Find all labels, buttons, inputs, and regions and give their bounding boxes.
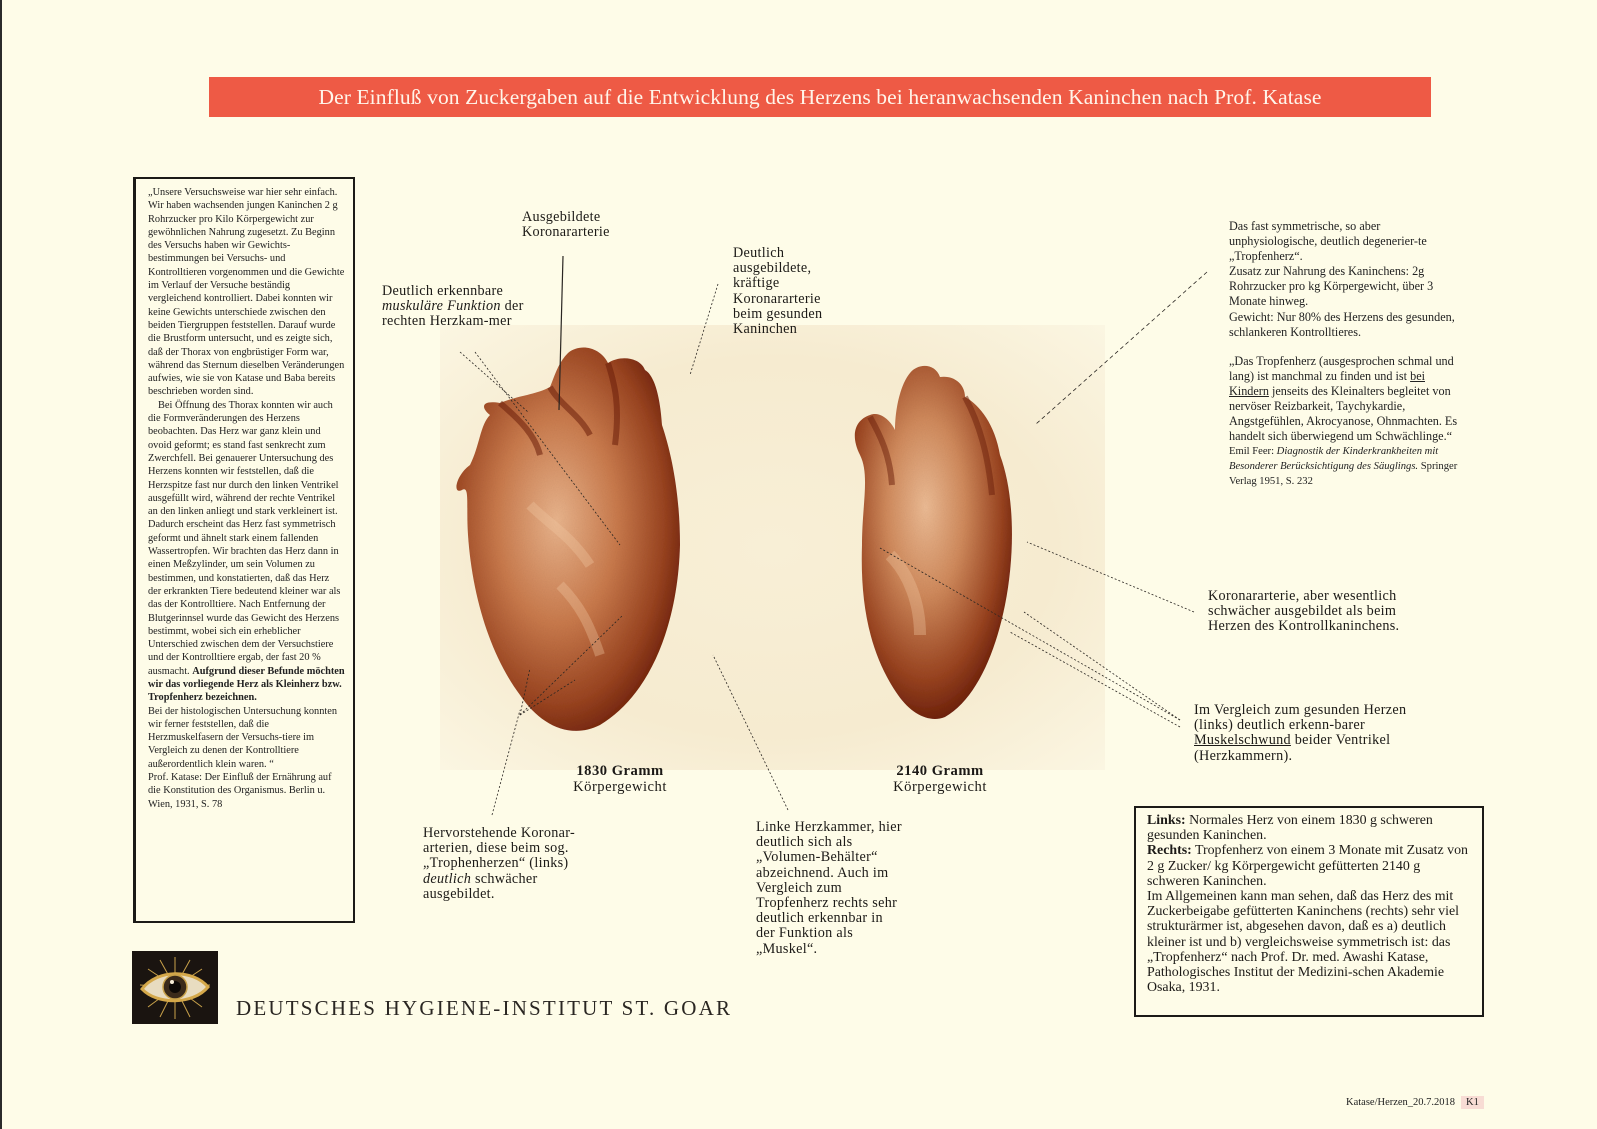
katase-quote-box [133, 177, 355, 923]
annotation-ausgebildete-koronararterie: Ausgebildete Koronararterie [522, 209, 610, 241]
title-text: Der Einfluß von Zuckergaben auf die Entwicklung des Herzens bei heranwachsenden Kaninchen nach Prof. Katase [318, 84, 1322, 109]
annotation-muskulaere-post: der rechten Herzkam-mer [382, 298, 524, 330]
ref-author: Emil Feer: [1229, 446, 1275, 458]
right-heart [855, 366, 1012, 719]
eye-icon [132, 951, 218, 1024]
annotation-muskulaere-italic: muskuläre Funktion [382, 298, 501, 315]
right-heart-weight [880, 763, 1000, 795]
left-weight-value: 1830 Gramm [576, 763, 664, 779]
left-heart [456, 348, 680, 731]
institute-name: DEUTSCHES HYGIENE-INSTITUT ST. GOAR [236, 996, 733, 1020]
annotation-muskelschwund-pre: Im Vergleich zum gesunden Herzen (links) deutlich erkenn-barer [1194, 702, 1407, 734]
annotation-koronararterie-schwaecher: Koronararterie, aber wesentlich schwächer ausgebildet als beim Herzen des Kontrollkaninchens. [1208, 588, 1400, 635]
annotation-muskulaere-funktion [382, 284, 547, 330]
annotation-kraeftige-koronararterie: Deutlich ausgebildete, kräftige Koronararterie beim gesunden Kaninchen [733, 245, 823, 338]
quote-citation: Prof. Katase: Der Einfluß der Ernährung auf die Konstitution des Organismus. Berlin u. Wien, 1931, S. 78 [148, 772, 332, 810]
quote-paragraph-2-text: Bei Öffnung des Thorax konnten wir auch die Formveränderungen des Herzens beobachten. Das Herz war ganz klein und ovoid geformt; es stand fast senkrecht zum Zwerchfell. Bei genauerer Untersuchung des Herzens konnten wir feststellen, daß die Herzspitze fast nur durch den linken Ventrikel ausgefüllt wird, während der rechte Ventrikel an den linken anliegt und stark verkleinert ist. Dadurch erscheint das Herz fast symmetrisch geformt und ähnelt stark einem fallenden Wassertropfen. Wir brachten das Herz dann in einen Meßzylinder, um sein Volumen zu bestimmen, und konstatierten, daß das Herz der erkrankten Tiere bedeutend kleiner war als das der Kontrolltiere. Nach Entfernung der Blutgerinnsel wurde das Gewicht des Herzens bestimmt, wobei sich ein erheblicher Unterschied zwischen dem der Versuchstiere und der Kontrolltiere ergab, der fast 20 % ausmacht. [148, 399, 341, 677]
legend-links-text: Normales Herz von einem 1830 g schweren gesunden Kaninchen. [1147, 813, 1433, 844]
right-weight-value: 2140 Gramm [896, 763, 984, 779]
footer-tag: K1 [1461, 1096, 1484, 1109]
annotation-hervorstehende-pre: Hervorstehende Koronar-arterien, diese beim sog. „Trophenherzen“ (links) [423, 825, 575, 872]
annotation-muskelschwund-post: beider Ventrikel (Herzkammern). [1194, 732, 1391, 764]
ref-publisher: Springer Verlag 1951, S. 232 [1229, 461, 1458, 488]
note-quote-underline: bei Kindern [1229, 368, 1425, 398]
legend-rechts-label: Rechts: [1147, 843, 1192, 859]
right-weight-label: Körpergewicht [893, 779, 987, 795]
page-title [209, 77, 1431, 117]
annotation-hervorstehende-post: schwächer ausgebildet. [423, 870, 538, 902]
left-heart-weight [560, 763, 680, 795]
quote-paragraph-2-bold: Aufgrund dieser Befunde möchten wir das vorliegende Herz als Kleinherz bzw. Tropfenherz bezeichnen. [148, 665, 345, 704]
hearts-photo [440, 325, 1105, 770]
quote-paragraph-2 [148, 399, 345, 705]
note-intro: Das fast symmetrische, so aber unphysiologische, deutlich degenerier-te „Tropfenherz“. [1229, 219, 1427, 264]
quote-paragraph-1: „Unsere Versuchsweise war hier sehr einfach. Wir haben wachsenden jungen Kaninchen 2 g Rohrzucker pro Kilo Körpergewicht zur gewöhnlichen Nahrung zugesetzt. Zu Beginn des Versuchs haben wir Gewichts-bestimmungen bei Versuchs- und Kontrolltieren vorgenommen und die Gewichte im Verlauf der Versuche beständig vergleichend kontrolliert. Dabei konnten wir keine Gewichts unterschiede zwischen den beiden Tiergruppen feststellen. Darauf wurde die Brustform untersucht, und es zeigte sich, daß der Thorax von engbrüstiger Form war, während das Sternum dieselben Veränderungen aufwies, wie sie von Katase und Baba bereits beschrieben worden sind. [148, 187, 345, 398]
ref-title: Diagnostik der Kinderkrankheiten mit Besonderer Berücksichtigung des Säuglings. [1229, 446, 1439, 473]
annotation-hervorstehende-koronararterien [423, 826, 613, 902]
hearts-illustration [440, 325, 1105, 770]
legend-links [1147, 813, 1474, 843]
legend-summary: Im Allgemeinen kann man sehen, daß das Herz des mit Zuckerbeigabe gefütterten Kaninchens (rechts) sehr viel strukturärmer ist, abgesehen davon, daß es a) deutlich kleiner ist und b) vergleichsweise symmetrisch ist: das „Tropfenherz“ nach Prof. Dr. med. Awashi Katase, Pathologisches Institut der Medizini-schen Akademie Osaka, 1931. [1147, 889, 1460, 996]
note-reference [1229, 444, 1461, 489]
legend-rechts [1147, 843, 1474, 889]
annotation-linke-herzkammer: Linke Herzkammer, hier deutlich sich als „Volumen-Behälter“ abzeichnend. Auch im Vergleich zum Tropfenherz rechts sehr deutlich erkennbar in der Funktion als „Muskel“. [756, 819, 902, 957]
annotation-muskelschwund-underline: Muskelschwund [1194, 732, 1291, 749]
institute-logo [132, 951, 218, 1024]
annotation-muskelschwund [1194, 703, 1424, 764]
footer [1346, 1097, 1484, 1108]
left-weight-label: Körpergewicht [573, 779, 667, 795]
footer-file: Katase/Herzen_20.7.2018 [1346, 1097, 1456, 1108]
legend-rechts-text: Tropfenherz von einem 3 Monate mit Zusatz von 2 g Zucker/ kg Körpergewicht gefütterten 2140 g schweren Kaninchen. [1147, 843, 1468, 889]
annotation-muskulaere-pre: Deutlich erkennbare [382, 283, 504, 299]
legend-links-label: Links: [1147, 813, 1186, 828]
quote-paragraph-3: Bei der histologischen Untersuchung konnten wir ferner feststellen, daß die Herzmuskelfasern der Versuchs-tiere im Vergleich zu denen der Kontrolltiere außerordentlich klein waren. “ [148, 705, 338, 770]
page-edge [0, 0, 2, 1129]
note-zusatz: Zusatz zur Nahrung des Kaninchens: 2g Rohrzucker pro kg Körpergewicht, über 3 Monate hinweg. [1229, 264, 1434, 309]
tropfenherz-note [1229, 219, 1461, 489]
note-quote [1229, 354, 1461, 445]
note-quote-pre: „Das Tropfenherz (ausgesprochen schmal und lang) ist manchmal zu finden und ist [1229, 353, 1454, 383]
legend-box [1134, 806, 1484, 1017]
annotation-hervorstehende-italic: deutlich [423, 870, 472, 887]
note-gewicht: Gewicht: Nur 80% des Herzens des gesunden, schlankeren Kontrolltieres. [1229, 309, 1455, 339]
note-quote-post: jenseits des Kleinalters begleitet von nervöser Reizbarkeit, Taychykardie, Angstgefühlen, Akrocyanose, Ohnmachten. Es handelt sich überwiegend um Schwächlinge.“ [1229, 383, 1458, 444]
